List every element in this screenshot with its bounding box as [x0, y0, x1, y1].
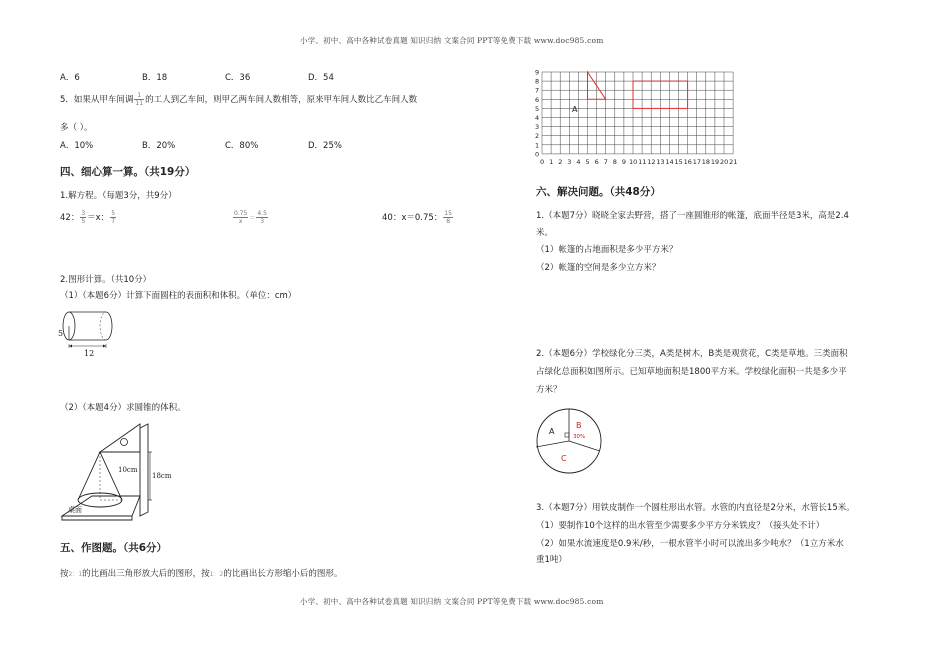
grid-x-tick: 16 — [683, 157, 692, 166]
q2-line3: 方米？ — [536, 385, 562, 395]
page-header: 小学、初中、高中各种试卷真题 知识归纳 文案合同 PPT等免费下载 www.doc985.com — [300, 36, 604, 45]
grid-y-tick: 2 — [535, 132, 540, 141]
grid-y-tick: 6 — [535, 95, 540, 104]
equation-1: 42： $\frac{3}{5}$ ＝x： $\frac{5}{7}$ — [60, 210, 116, 225]
grid-x-tick: 13 — [656, 157, 665, 166]
section-5-title: 五、作图题。（共6分） — [60, 542, 168, 554]
grid-x-tick: 7 — [603, 157, 608, 166]
q1-sub1: （1）帐篷的占地面积是多少平方米？ — [536, 245, 678, 255]
q2-line2: 占绿化总面积如图所示。已知草地面积是1800平方米。学校绿化面积一共是多少平 — [536, 367, 847, 377]
q2-line1: 2.（本题6分）学校绿化分三类，A类是树木，B类是观赏花，C类是草地。三类面积 — [536, 349, 848, 359]
q5-option-d: D．25% — [308, 141, 342, 151]
q5-line1: 5．如果从甲车间调 $\frac{1}{11}$ 的工人到乙车间，则甲乙两车间人数相等，原来甲车间人数比乙车间人数 — [60, 92, 418, 107]
grid-x-tick: 0 — [540, 157, 545, 166]
q4-option-b: B．18 — [142, 73, 168, 83]
q4-option-a: A．6 — [60, 73, 80, 83]
grid-x-tick: 10 — [629, 157, 638, 166]
grid-x-tick: 9 — [621, 157, 627, 166]
s4-q2-1: （1）（本题6分）计算下面圆柱的表面积和体积。（单位：cm） — [60, 291, 297, 301]
q3-line1: 3.（本题7分）用铁皮制作一个圆柱形出水管。水管的内直径是2分米，水管长15米。 — [536, 503, 855, 513]
grid-x-tick: 1 — [549, 157, 554, 166]
q4-option-c: C．36 — [225, 73, 251, 83]
grid-x-tick: 3 — [567, 157, 572, 166]
grid-x-tick: 5 — [585, 157, 590, 166]
s4-q2-title: 2.图形计算。（共10分） — [60, 275, 152, 285]
pie-label-c: C — [561, 454, 567, 463]
section-4-title: 四、细心算一算。（共19分） — [60, 166, 196, 178]
q3-sub2b: 重1吨） — [536, 555, 567, 565]
grid-x-tick: 11 — [638, 157, 647, 166]
equation-2: $\frac{0.75}{x}$ ＝ $\frac{4.5}{3}$ — [234, 210, 267, 225]
grid-y-tick: 1 — [535, 141, 540, 150]
table-label: 桌面 — [68, 506, 82, 514]
grid-x-tick: 4 — [576, 157, 581, 166]
pie-label-b-percent: 30% — [573, 434, 586, 440]
grid-figure — [530, 70, 745, 172]
q5-line2: 多（ ）。 — [60, 123, 93, 133]
grid-y-tick: 5 — [535, 104, 540, 113]
grid-x-tick: 14 — [665, 157, 674, 166]
q3-sub1: （1）要制作10个这样的出水管至少需要多少平方分米铁皮？（接头处不计） — [536, 521, 825, 531]
pie-figure — [534, 406, 604, 476]
grid-y-tick: 8 — [535, 77, 540, 86]
cone-figure — [60, 416, 180, 526]
grid-y-tick: 4 — [535, 114, 540, 122]
q5-option-b: B．20% — [142, 141, 176, 151]
q5-option-a: A．10% — [60, 141, 94, 151]
grid-x-tick: 18 — [701, 157, 711, 166]
q1-line2: 米。 — [536, 228, 554, 238]
s5-instruction: 按2：1的比画出三角形放大后的图形，按1：2的比画出长方形缩小后的图形。 — [60, 569, 343, 579]
point-a-label: A — [572, 105, 578, 115]
grid-x-tick: 15 — [674, 157, 683, 166]
grid-y-tick: 7 — [535, 86, 540, 95]
equation-3: 40：x＝0.75： $\frac{15}{8}$ — [382, 210, 452, 225]
s4-q1-title: 1.解方程。（每题3分，共9分） — [60, 191, 177, 201]
cone-radius-label: 10cm — [118, 466, 138, 474]
q3-sub2a: （2）如果水流速度是0.9米/秒，一根水管半小时可以流出多少吨水？（1立方米水 — [536, 539, 844, 549]
grid-y-tick: 0 — [535, 150, 540, 159]
pie-label-b: B — [576, 421, 582, 430]
q1-sub2: （2）帐篷的空间是多少立方米？ — [536, 263, 661, 273]
grid-x-tick: 17 — [692, 157, 701, 166]
grid-x-tick: 8 — [612, 157, 617, 166]
pie-label-a: A — [549, 427, 555, 436]
grid-x-tick: 2 — [558, 157, 563, 166]
cylinder-length-label: 12 — [84, 349, 95, 358]
grid-y-tick: 3 — [535, 123, 540, 132]
page-footer: 小学、初中、高中各种试卷真题 知识归纳 文案合同 PPT等免费下载 www.doc985.com — [300, 597, 604, 606]
q1-line1: 1.（本题7分）晓晓全家去野营，搭了一座圆锥形的帐篷，底面半径是3米，高是2.4 — [536, 211, 849, 221]
s4-q2-2: （2）（本题4分）求圆锥的体积。 — [60, 403, 186, 413]
grid-y-tick: 9 — [535, 70, 540, 77]
grid-x-tick: 12 — [647, 157, 656, 166]
grid-x-tick: 20 — [720, 157, 729, 166]
q5-option-c: C．80% — [225, 141, 259, 151]
cylinder-height-label: 5 — [58, 329, 64, 338]
cone-height-label: 18cm — [152, 472, 172, 480]
q4-option-d: D．54 — [308, 73, 334, 83]
grid-x-tick: 6 — [594, 157, 599, 166]
section-6-title: 六、解决问题。（共48分） — [536, 186, 661, 198]
cylinder-figure — [56, 304, 126, 360]
grid-x-tick: 21 — [729, 157, 738, 166]
grid-x-tick: 19 — [710, 157, 720, 166]
